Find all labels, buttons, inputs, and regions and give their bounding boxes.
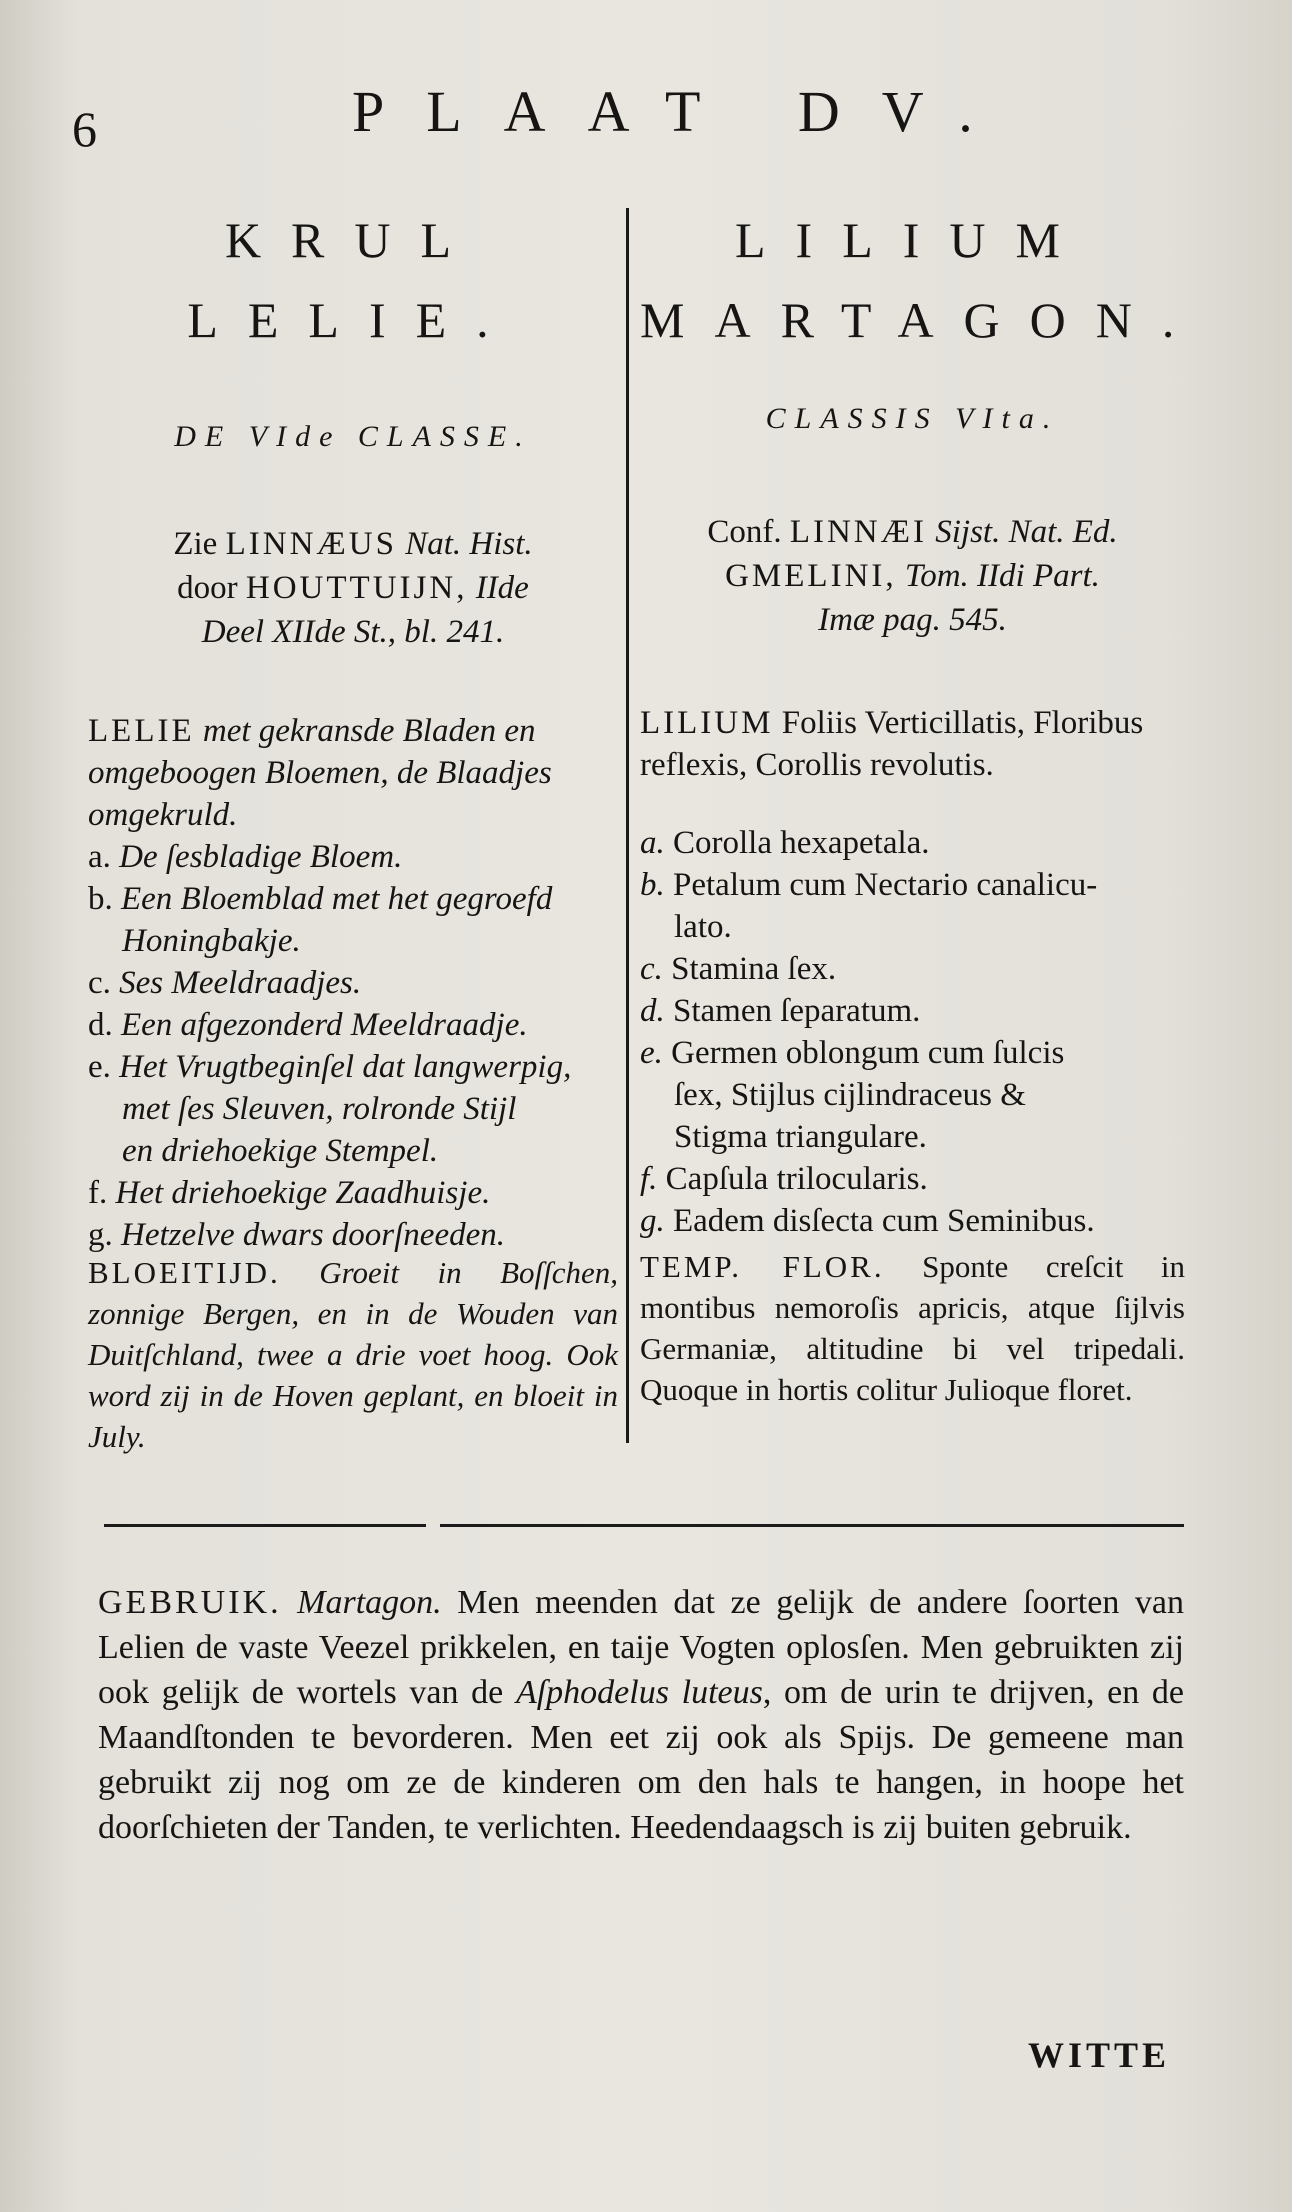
- list-item-continuation: en driehoekige Stempel.: [122, 1133, 439, 1169]
- list-item: d. Een afgezonderd Meeldraadje.: [88, 1007, 528, 1043]
- list-item: e. Het Vrugtbeginſel dat langwerpig,: [88, 1049, 572, 1085]
- list-item: a. Corolla hexapetala.: [640, 825, 930, 861]
- right-ref-work: Sijst. Nat. Ed.: [935, 514, 1118, 550]
- running-title: PLAAT DV.: [352, 79, 1015, 144]
- usage-lead: GEBRUIK.: [98, 1584, 282, 1621]
- list-item-continuation: ſex, Stijlus cijlindraceus &: [674, 1077, 1026, 1113]
- usage-text-1: Men meenden dat ze gelijk de andere ſoorten van Lelien de vaste Veezel prikkelen, en taije Vogten oplosſen. Men gebruikten zij ook gelijk de wortels van de: [98, 1584, 1184, 1711]
- list-item: a. De ſesbladige Bloem.: [88, 839, 403, 875]
- left-ref-door: door: [177, 570, 238, 606]
- page-number: 6: [72, 101, 97, 157]
- column-divider: [626, 208, 629, 1443]
- left-ref-part: IIde: [475, 570, 529, 606]
- horizontal-rule-right: [440, 1524, 1184, 1527]
- left-ref-zie: Zie: [173, 526, 218, 562]
- list-item-continuation: Honingbakje.: [122, 923, 301, 959]
- list-item: g. Eadem disſecta cum Seminibus.: [640, 1203, 1095, 1239]
- right-class-heading: CLASSIS VIta.: [765, 402, 1060, 435]
- left-title-line-1: KRUL: [224, 212, 482, 268]
- left-desc-lead: LELIE: [88, 713, 195, 749]
- left-class-heading: DE VIde CLASSE.: [174, 420, 532, 453]
- left-bloei-text: Groeit in Boſſchen, zonnige Bergen, en in de Wouden van Duitſchland, twee a drie voet hoog. Ook word zij in de Hoven geplant, en bloeit in July.: [88, 1255, 618, 1454]
- right-desc-lead: LILIUM: [640, 705, 774, 741]
- list-item: f. Het driehoekige Zaadhuisje.: [88, 1175, 491, 1211]
- right-ref-editor: GMELINI,: [725, 558, 897, 594]
- list-item-continuation: lato.: [674, 909, 732, 945]
- list-item-continuation: Stigma triangulare.: [674, 1119, 927, 1155]
- right-desc-text: Foliis Verticillatis, Floribus reflexis, Corollis revolutis.: [640, 705, 1144, 783]
- right-ref-tome: Tom. IIdi Part.: [904, 558, 1100, 594]
- usage-text-2: , om de urin te drijven, en de Maandſtonden te bevorderen. Men eet zij ook als Spijs. De gemeene man gebruikt zij nog om ze de kinderen om den hals te hangen, in hoope het doorſchieten der Tanden, te verlichten. Heedendaagsch is zij buiten gebruik.: [98, 1674, 1185, 1846]
- list-item: b. Een Bloemblad met het gegroefd: [88, 881, 553, 917]
- right-figure-list: [640, 822, 1185, 1242]
- right-temp-lead: TEMP. FLOR.: [640, 1249, 885, 1284]
- list-item: d. Stamen ſeparatum.: [640, 993, 921, 1029]
- right-description: [640, 702, 1185, 786]
- right-title-line-2: MARTAGON.: [640, 292, 1205, 348]
- left-flowering-time: [88, 1252, 618, 1457]
- list-item: e. Germen oblongum cum ſulcis: [640, 1035, 1065, 1071]
- right-title-line-1: LILIUM: [735, 212, 1090, 268]
- usage-term-2: Aſphodelus luteus: [515, 1674, 763, 1711]
- list-item: g. Hetzelve dwars doorſneeden.: [88, 1217, 505, 1253]
- horizontal-rule-left: [104, 1524, 426, 1527]
- left-ref-author: LINNÆUS: [225, 526, 397, 562]
- list-item: c. Stamina ſex.: [640, 951, 837, 987]
- left-ref-translator: HOUTTUIJN,: [245, 570, 468, 606]
- left-ref-work: Nat. Hist.: [405, 526, 533, 562]
- left-ref-volume: Deel XIIde St., bl. 241.: [201, 614, 505, 650]
- left-description: [88, 710, 618, 836]
- left-reference: [88, 522, 618, 654]
- right-title: [640, 200, 1205, 360]
- catchword: WITTE: [1028, 2035, 1171, 2075]
- right-temp-text: Sponte creſcit in montibus nemoroſis apricis, atque ſijlvis Germaniæ, altitudine bi vel tripedali. Quoque in hortis colitur Julioque floret.: [640, 1249, 1186, 1407]
- right-reference: [640, 510, 1185, 642]
- usage-paragraph: [98, 1580, 1184, 1850]
- left-title: [88, 200, 618, 360]
- right-flowering-time: [640, 1246, 1185, 1410]
- usage-term: Martagon.: [297, 1584, 442, 1621]
- left-title-line-2: LELIE.: [187, 292, 519, 348]
- list-item: f. Capſula trilocularis.: [640, 1161, 928, 1197]
- right-ref-conf: Conf.: [707, 514, 782, 550]
- right-ref-author: LINNÆI: [789, 514, 927, 550]
- right-ref-page: Imæ pag. 545.: [818, 602, 1007, 638]
- left-desc-text: met gekransde Bladen en omgeboogen Bloemen, de Blaadjes omgekruld.: [88, 713, 552, 833]
- list-item-continuation: met ſes Sleuven, rolronde Stijl: [122, 1091, 517, 1127]
- left-bloei-lead: BLOEITIJD.: [88, 1255, 281, 1290]
- left-figure-list: [88, 836, 618, 1256]
- list-item: b. Petalum cum Nectario canalicu-: [640, 867, 1098, 903]
- list-item: c. Ses Meeldraadjes.: [88, 965, 362, 1001]
